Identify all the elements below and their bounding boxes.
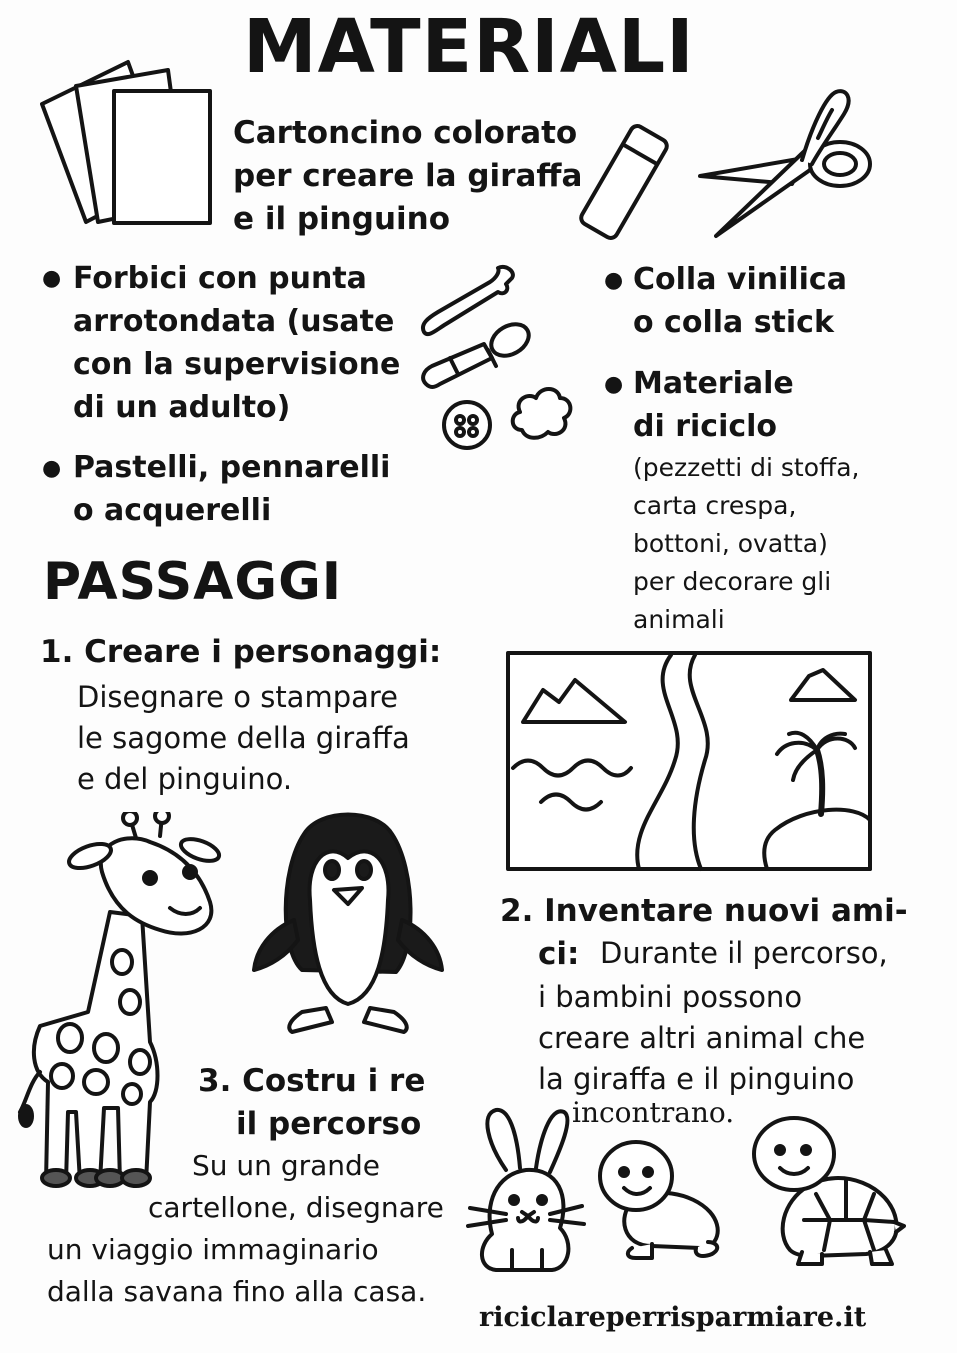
- text-line: per creare la giraffa: [233, 158, 583, 194]
- text-line: le sagome della giraffa: [77, 721, 410, 755]
- text-line: la giraffa e il pinguino: [538, 1062, 855, 1096]
- section-heading: PASSAGGI: [43, 552, 343, 612]
- footer-site: riciclareperrisparmiare.it: [479, 1302, 867, 1333]
- paper-sheets-icon: [40, 58, 220, 230]
- text-line: di un adulto): [73, 390, 291, 425]
- bullet-dot: ●: [42, 266, 62, 291]
- rabbit-illustration: [462, 1104, 588, 1276]
- material-item: [633, 258, 847, 344]
- bullet-dot: ●: [604, 268, 624, 293]
- cotton-icon: [508, 380, 574, 442]
- bullet-dot: ●: [604, 372, 624, 397]
- material-item: [73, 446, 390, 532]
- text-line: arrotondata (usate: [73, 304, 395, 339]
- step-text: [77, 677, 410, 800]
- text-line: e del pinguino.: [77, 762, 293, 796]
- material-detail: [633, 449, 860, 639]
- text-line: Cartoncino colorato: [233, 115, 578, 151]
- text-line: il percorso: [236, 1106, 422, 1142]
- map-illustration: [505, 650, 873, 872]
- scissors-icon: [686, 86, 882, 244]
- text-line: Materiale: [633, 366, 794, 401]
- material-item: [633, 362, 794, 448]
- text-line: o acquerelli: [73, 493, 272, 528]
- giraffe-illustration: [10, 812, 222, 1192]
- page-title: MATERIALI: [243, 4, 695, 90]
- text-line: Disegnare o stampare: [77, 680, 399, 714]
- step-text: incontrano.: [572, 1096, 735, 1129]
- step-text: Durante il percorso,: [600, 936, 888, 970]
- step-text: [538, 977, 865, 1100]
- glue-stick-icon: [578, 120, 670, 244]
- text-line: per decorare gli: [633, 567, 832, 596]
- bullet-dot: ●: [42, 456, 62, 481]
- step-text: un viaggio immaginario: [47, 1233, 379, 1266]
- text-line: e il pinguino: [233, 201, 450, 237]
- step-title: [198, 1060, 425, 1146]
- step-text: cartellone, disegnare: [148, 1191, 444, 1224]
- text-line: o colla stick: [633, 305, 834, 340]
- text-line: animali: [633, 605, 725, 634]
- text-line: carta crespa,: [633, 491, 797, 520]
- text-line: Colla vinilica: [633, 262, 847, 297]
- material-item: [73, 257, 400, 429]
- button-icon: [440, 398, 496, 454]
- brushes-icon: [414, 262, 548, 394]
- step-title: ci:: [538, 936, 580, 972]
- turtle-illustration: [592, 1136, 726, 1260]
- step-text: Su un grande: [192, 1149, 381, 1182]
- text-line: 3. Costru i re: [198, 1063, 426, 1099]
- text-line: (pezzetti di stoffa,: [633, 453, 860, 482]
- text-line: con la supervisione: [73, 347, 401, 382]
- text-line: creare altri animal che: [538, 1021, 866, 1055]
- turtle-illustration: [746, 1110, 906, 1270]
- step-title: 2. Inventare nuovi ami-: [500, 893, 908, 929]
- step-text: dalla savana fino alla casa.: [47, 1275, 427, 1308]
- cardstock-text: [233, 112, 582, 241]
- text-line: di riciclo: [633, 409, 778, 444]
- text-line: Forbici con punta: [73, 261, 367, 296]
- text-line: Pastelli, pennarelli: [73, 450, 391, 485]
- text-line: bottoni, ovatta): [633, 529, 828, 558]
- penguin-illustration: [250, 800, 446, 1040]
- text-line: i bambini possono: [538, 980, 803, 1014]
- step-title: 1. Creare i personaggi:: [40, 634, 442, 670]
